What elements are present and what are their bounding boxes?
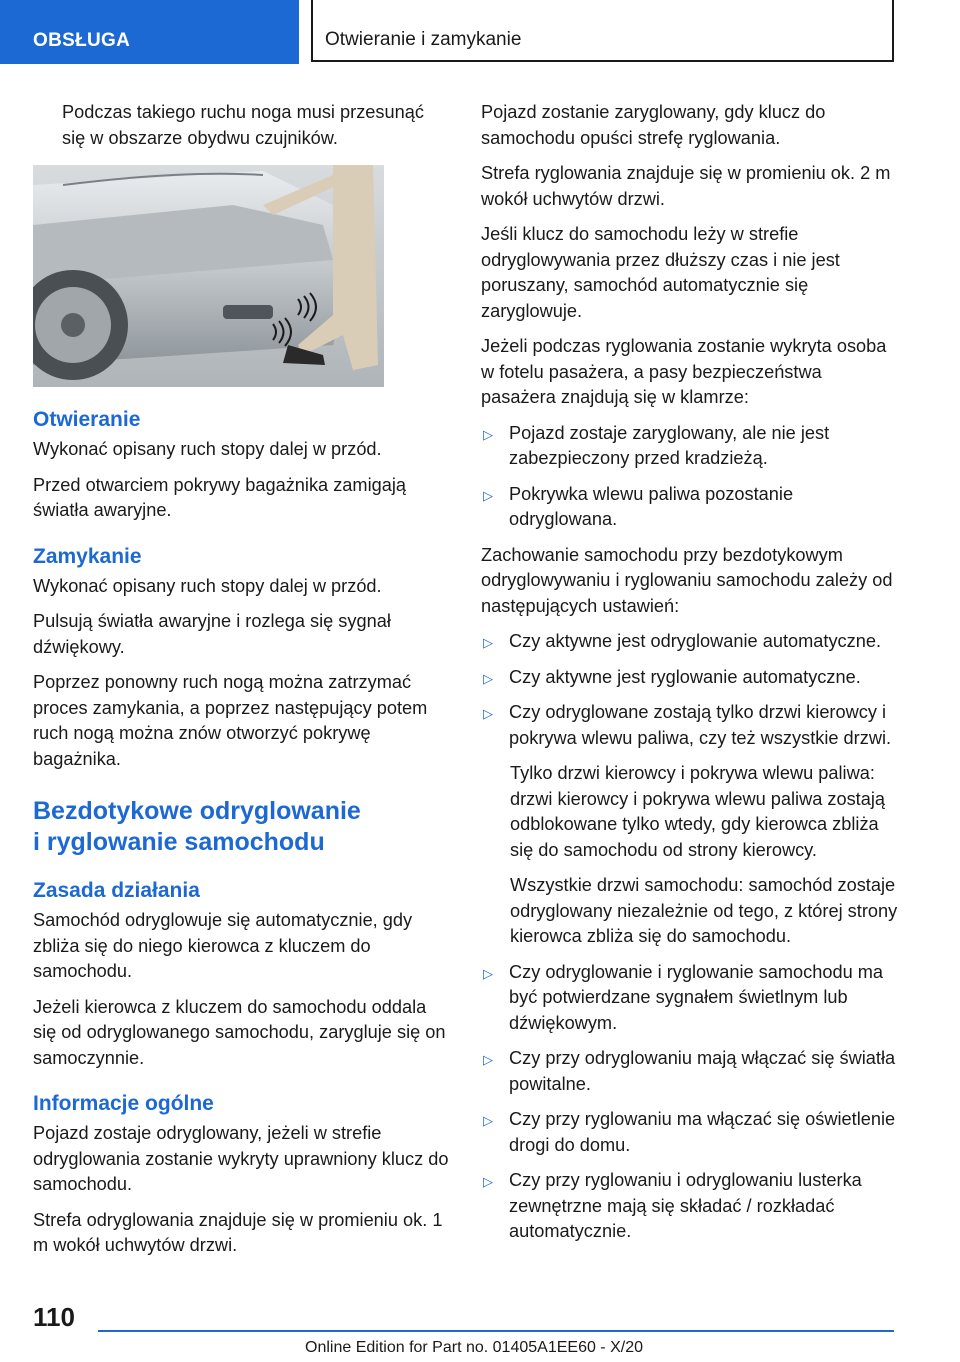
opening-text-2: Przed otwarciem pokrywy bagażnika zamigają światła awaryjne. [33,474,407,520]
chapter-tab [311,0,894,62]
list-item: ▷ Czy przy ryglowaniu ma włączać się oświetlenie drogi do domu. [483,1109,896,1155]
passenger-list [481,421,901,533]
closing-text-1: Wykonać opisany ruch stopy dalej w przód. [33,575,382,596]
closing-text-2: Pulsują światła awaryjne i rozlega się sygnał dźwiękowy. [33,611,391,657]
locking-text-3: Jeśli klucz do samochodu leży w strefie odryglowywania przez dłuższy czas i nie jest poruszany, samochód automatycznie się zaryglowuje. [481,224,840,321]
principle-heading: Zasada działania [33,879,200,902]
general-heading: Informacje ogólne [33,1092,214,1115]
sub-text-2: Wszystkie drzwi samochodu: samochód zostaje odryglowany niezależnie od tego, z której strony kierowca zbliża się do samochodu. [510,875,898,946]
locking-text-4: Jeżeli podczas ryglowania zostanie wykryta osoba w fotelu pasażera, a pasy bezpieczeństwa pasażera znajdują się w klamrze: [481,336,887,407]
list-item: ▷ Czy aktywne jest ryglowanie automatyczne. [481,665,901,691]
car-rear-leg-image [33,165,384,387]
section-label: OBSŁUGA [33,30,131,51]
locking-text-1: Pojazd zostanie zaryglowany, gdy klucz do samochodu opuści strefę ryglowania. [481,102,826,148]
left-column [33,100,451,1269]
footer-divider [98,1330,894,1332]
closing-text-3: Poprzez ponowny ruch nogą można zatrzymać proces zamykania, a poprzez następujący potem ruch nogą można znów otworzyć pokrywę bagażnika. [33,672,428,769]
sub-text-1: Tylko drzwi kierowcy i pokrywa wlewu paliwa: drzwi kierowcy i pokrywa wlewu paliwa zostają odblokowane tylko wtedy, gdy kierowca zbliża się do samochodu od strony kierowcy. [510,763,885,860]
principle-text-1: Samochód odryglowuje się automatycznie, gdy zbliża się do niego kierowca z kluczem do samochodu. [33,910,413,981]
list-item: ▷ Pojazd zostaje zaryglowany, ale nie jest zabezpieczony przed kradzieżą. [483,422,830,468]
settings-intro: Zachowanie samochodu przy bezdotykowym odryglowywaniu i ryglowaniu samochodu zależy od następujących ustawień: [481,544,893,616]
bullet-triangle-icon: ▷ [483,426,493,442]
list-item: ▷ Czy aktywne jest odryglowanie automatyczne. [481,629,901,655]
keyless-heading-line2: i ryglowanie samochodu [33,828,325,856]
kick-sensor-illustration [33,165,384,387]
list-item: ▷ Czy przy odryglowaniu mają włączać się światła powitalne. [483,1048,896,1094]
bullet-triangle-icon: ▷ [483,1052,493,1067]
bullet-triangle-icon: ▷ [483,706,493,721]
keyless-heading [33,796,451,858]
right-column [481,100,901,1255]
locking-text-2: Strefa ryglowania znajduje się w promieniu ok. 2 m wokół uchwytów drzwi. [481,163,891,209]
bullet-triangle-icon: ▷ [483,635,493,650]
edition-note: Online Edition for Part no. 01405A1EE60 - X/20 [305,1339,643,1356]
keyless-heading-line1: Bezdotykowe odryglowanie [33,797,361,825]
list-item: ▷ Pokrywka wlewu paliwa pozostanie odryglowana. [483,483,794,529]
settings-list-2 [481,960,901,1245]
closing-heading: Zamykanie [33,544,142,568]
list-item: ▷ Czy przy ryglowaniu i odryglowaniu lusterka zewnętrzne mają się składać / rozkładać automatycznie. [483,1170,862,1241]
bullet-triangle-icon: ▷ [483,1113,493,1128]
bullet-triangle-icon: ▷ [483,487,493,503]
bullet-triangle-icon: ▷ [483,965,493,981]
intro-text: Podczas takiego ruchu noga musi przesunąć się w obszarze obydwu czujników. [62,102,424,148]
settings-list [481,629,901,751]
chapter-label: Otwieranie i zamykanie [325,29,522,50]
principle-text-2: Jeżeli kierowca z kluczem do samochodu oddala się od odryglowanego samochodu, zarygluje się on samoczynnie. [33,996,446,1068]
general-text-2: Strefa odryglowania znajduje się w promieniu ok. 1 m wokół uchwytów drzwi. [33,1209,443,1255]
opening-text-1: Wykonać opisany ruch stopy dalej w przód. [33,439,382,459]
list-item: ▷ Czy odryglowanie i ryglowanie samochodu ma być potwierdzane sygnałem świetlnym lub dźwiękowym. [483,961,884,1033]
opening-heading: Otwieranie [33,408,141,431]
general-text-1: Pojazd zostaje odryglowany, jeżeli w strefie odryglowania zostanie wykryty uprawniony klucz do samochodu. [33,1123,449,1194]
bullet-triangle-icon: ▷ [483,670,493,686]
page-number: 110 [33,1302,75,1332]
list-item: ▷ Czy odryglowane zostają tylko drzwi kierowcy i pokrywa wlewu paliwa, czy też wszystkie drzwi. [483,702,892,748]
section-tab [0,0,299,64]
bullet-triangle-icon: ▷ [483,1174,493,1189]
